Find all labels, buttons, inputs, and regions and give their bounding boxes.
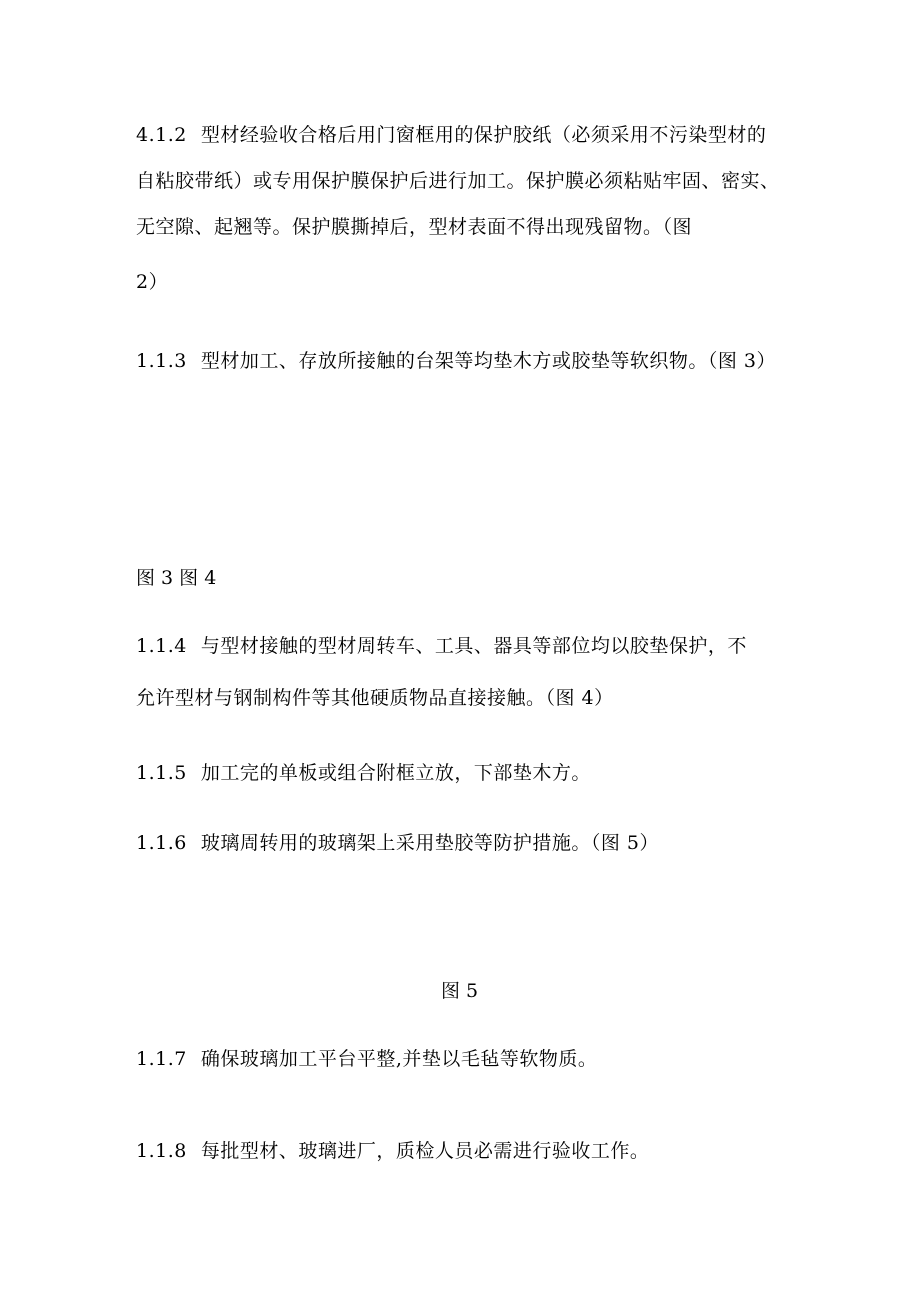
paragraph-4-1-2-line-3: 无空隙、起翘等。保护膜撕掉后，型材表面不得出现残留物。（图: [136, 216, 693, 238]
paragraph-4-1-2-line-4: 2）: [136, 271, 169, 293]
paragraph-text: 加工完的单板或组合附框立放，下部垫木方。: [200, 762, 591, 784]
paragraph-number: 4.1.2: [136, 124, 187, 146]
paragraph-1-1-5: [136, 760, 591, 786]
paragraph-text: 每批型材、玻璃进厂，质检人员必需进行验收工作。: [200, 1140, 650, 1162]
paragraph-number: 1.1.5: [136, 762, 187, 784]
paragraph-1-1-4-line-1: [136, 633, 747, 659]
paragraph-number: 1.1.3: [136, 350, 187, 372]
paragraph-number: 1.1.4: [136, 635, 187, 657]
paragraph-1-1-6: [136, 830, 659, 856]
paragraph-text: 确保玻璃加工平台平整,并垫以毛毡等软物质。: [200, 1048, 598, 1070]
paragraph-text: 型材经验收合格后用门窗框用的保护胶纸（必须采用不污染型材的: [200, 124, 767, 146]
figure-caption-5: 图 5: [441, 980, 479, 1002]
paragraph-4-1-2-line-1: [136, 122, 766, 148]
paragraph-1-1-8: [136, 1138, 649, 1164]
paragraph-number: 1.1.8: [136, 1140, 187, 1162]
paragraph-1-1-7: [136, 1046, 597, 1072]
paragraph-text: 玻璃周转用的玻璃架上采用垫胶等防护措施。（图 5）: [200, 832, 659, 854]
paragraph-text: 型材加工、存放所接触的台架等均垫木方或胶垫等软织物。（图 3）: [200, 350, 776, 372]
figure-caption-3-4: 图 3 图 4: [136, 567, 217, 589]
paragraph-1-1-3: [136, 348, 776, 374]
paragraph-text: 与型材接触的型材周转车、工具、器具等部位均以胶垫保护，不: [200, 635, 747, 657]
paragraph-number: 1.1.6: [136, 832, 187, 854]
paragraph-1-1-4-line-2: 允许型材与钢制构件等其他硬质物品直接接触。（图 4）: [136, 687, 614, 709]
paragraph-4-1-2-line-2: 自粘胶带纸）或专用保护膜保护后进行加工。保护膜必须粘贴牢固、密实、: [136, 170, 780, 192]
paragraph-number: 1.1.7: [136, 1048, 187, 1070]
